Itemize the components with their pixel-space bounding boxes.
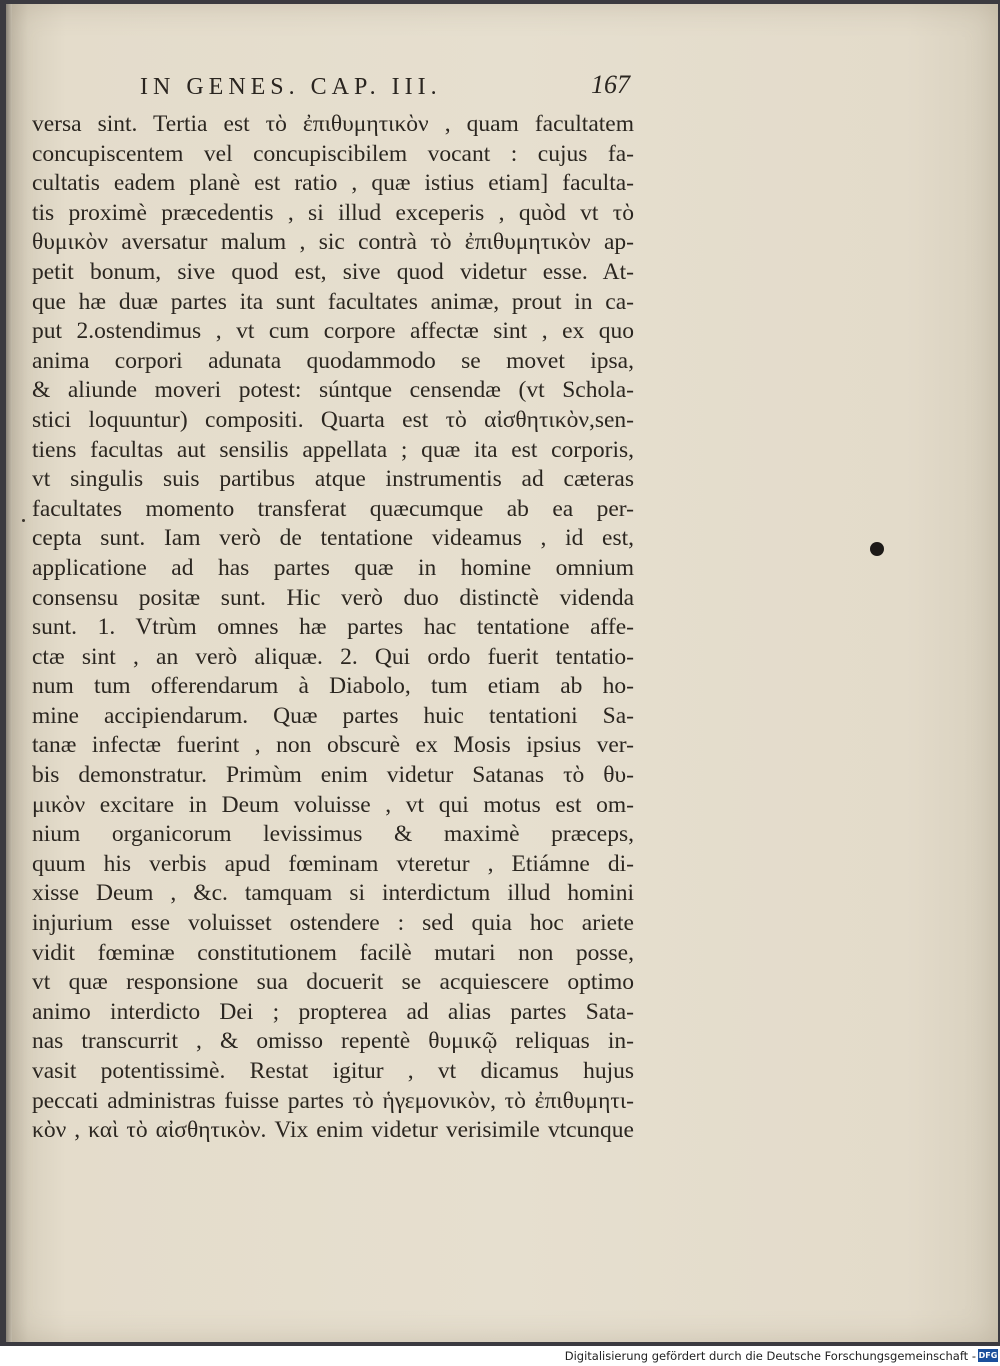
text-line: tiens facultas aut sensilis appellata ; quæ ita est corporis, <box>32 436 634 463</box>
text-line: peccati administras fuisse partes τὸ ἡγεμονικὸν, τὸ ἐπιθυμητι- <box>32 1087 634 1114</box>
text-line: tanæ infectæ fuerint , non obscurè ex Mosis ipsius ver- <box>32 732 634 759</box>
text-line: μικὸν excitare in Deum voluisse , vt qui motus est om- <box>32 791 634 818</box>
text-line: consensu positæ sunt. Hic verò duo distinctè videnda <box>32 584 634 611</box>
text-line: animo interdicto Dei ; propterea ad alias partes Sata- <box>32 998 634 1025</box>
text-line: anima corpori adunata quodammodo se movet ipsa, <box>32 347 634 374</box>
text-line: num tum offerendarum à Diabolo, tum etiam ab ho- <box>32 673 634 700</box>
text-line: θυμικὸν aversatur malum , sic contrà τὸ ἐπιθυμητικὸν ap- <box>32 229 634 256</box>
text-line: nas transcurrit , & omisso repentè θυμικῷ reliquas in- <box>32 1028 634 1055</box>
text-line: petit bonum, sive quod est, sive quod videtur esse. At- <box>32 258 634 285</box>
funding-credit: Digitalisierung gefördert durch die Deutsche Forschungsgemeinschaft - <box>564 1349 976 1363</box>
text-line: tis proximè præcedentis , si illud exceperis , quòd vt τὸ <box>32 199 634 226</box>
text-line: nium organicorum levissimus & maximè præceps, <box>32 821 634 848</box>
text-line: mine accipiendarum. Quæ partes huic tentationi Sa- <box>32 702 634 729</box>
dfg-logo: DFG <box>978 1351 998 1360</box>
text-line: vt quæ responsione sua docuerit se acquiescere optimo <box>32 969 634 996</box>
page-number: 167 <box>591 70 630 99</box>
body-text <box>32 110 634 1146</box>
page-gutter-edge <box>6 4 12 1342</box>
digitization-footer <box>0 1346 1000 1366</box>
text-line: facultates momento transferat quæcumque ab ea per- <box>32 495 634 522</box>
text-line: ctæ sint , an verò aliquæ. 2. Qui ordo fuerit tentatio- <box>32 643 634 670</box>
text-line: & aliunde moveri potest: súntque censendæ (vt Schola- <box>32 377 634 404</box>
text-line: sunt. 1. Vtrùm omnes hæ partes hac tentatione affe- <box>32 614 634 641</box>
text-line: que hæ duæ partes ita sunt facultates animæ, prout in ca- <box>32 288 634 315</box>
text-line: vt singulis suis partibus atque instrumentis ad cæteras <box>32 466 634 493</box>
running-head-title: IN GENES. CAP. III. <box>140 74 442 100</box>
running-head <box>140 70 630 110</box>
text-line: quum his verbis apud fœminam vteretur , Etiámne di- <box>32 850 634 877</box>
text-line: κὸν , καὶ τὸ αἰσθητικὸν. Vix enim videtur verisimile vtcunque <box>32 1117 634 1144</box>
text-line: bis demonstratur. Primùm enim videtur Satanas τὸ θυ- <box>32 762 634 789</box>
text-line: cepta sunt. Iam verò de tentatione videamus , id est, <box>32 525 634 552</box>
margin-mark <box>22 519 25 522</box>
text-line: versa sint. Tertia est τὸ ἐπιθυμητικὸν , quam facultatem <box>32 111 634 137</box>
text-line: injurium esse voluisset ostendere : sed quia hoc ariete <box>32 910 634 937</box>
text-line: xisse Deum , &c. tamquam si interdictum illud homini <box>32 880 634 907</box>
text-line: vidit fœminæ constitutionem facilè mutari non posse, <box>32 939 634 966</box>
text-line: stici loquuntur) compositi. Quarta est τὸ αἰσθητικὸν,sen- <box>32 406 634 433</box>
text-line: applicatione ad has partes quæ in homine omnium <box>32 554 634 581</box>
text-line: cultatis eadem planè est ratio , quæ istius etiam] faculta- <box>32 170 634 197</box>
text-line: put 2.ostendimus , vt cum corpore affectæ sint , ex quo <box>32 318 634 345</box>
ink-blot <box>870 542 884 556</box>
text-line: concupiscentem vel concupiscibilem vocant : cujus fa- <box>32 140 634 167</box>
text-line: vasit potentissimè. Restat igitur , vt dicamus hujus <box>32 1058 634 1084</box>
